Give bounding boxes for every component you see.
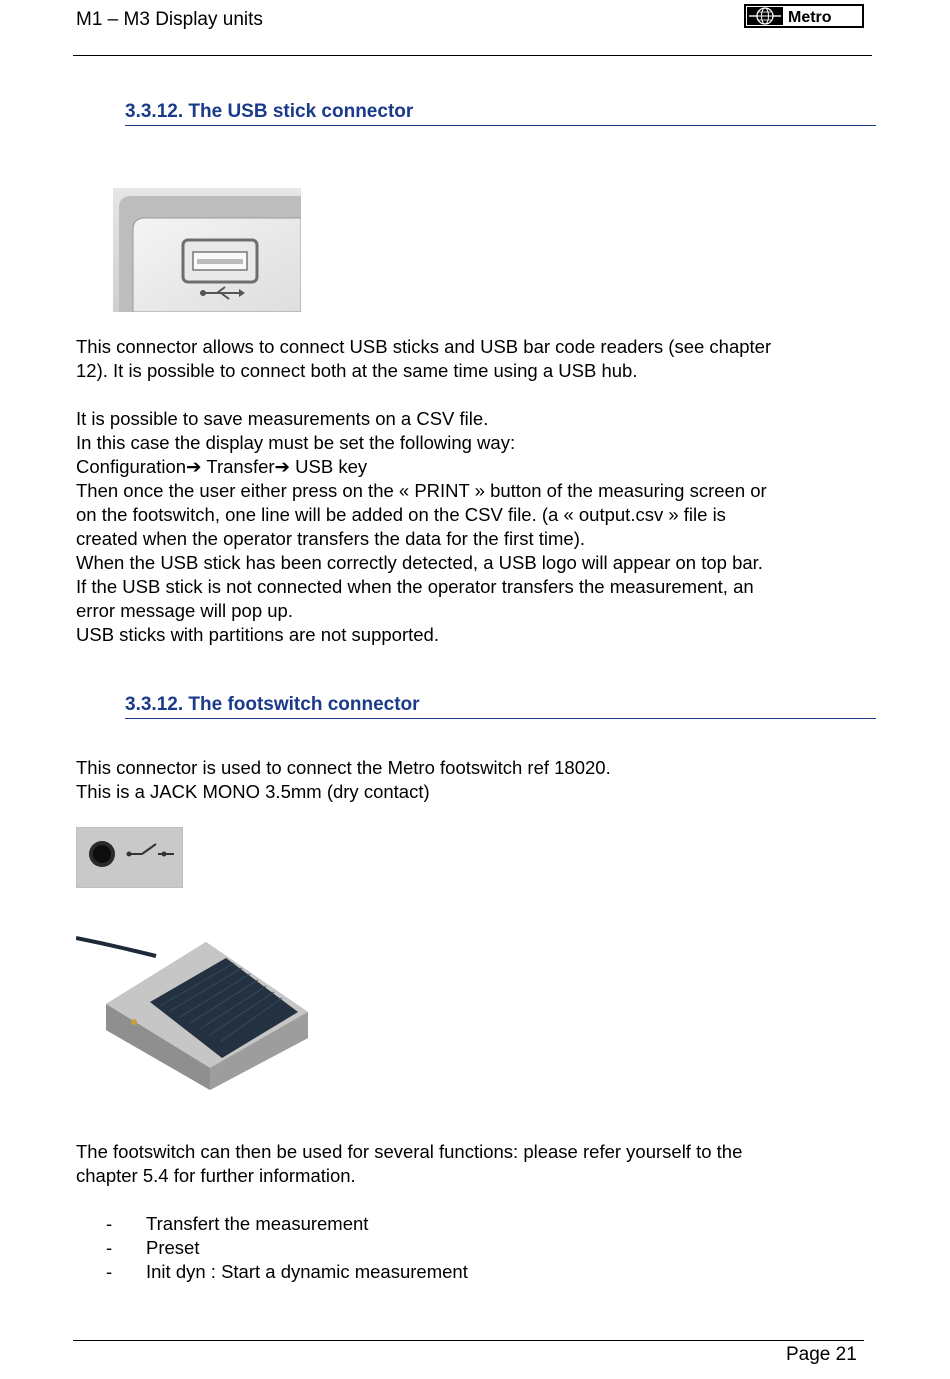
footswitch-functions-intro — [76, 1140, 876, 1188]
list-item-text: Preset — [146, 1237, 200, 1258]
text-line: Then once the user either press on the « PRINT » button of the measuring screen or — [76, 480, 767, 501]
text-line: chapter 5.4 for further information. — [76, 1165, 356, 1186]
usb-paragraph-1 — [76, 335, 876, 383]
text-line: This connector is used to connect the Metro footswitch ref 18020. — [76, 757, 611, 778]
list-item — [106, 1236, 468, 1260]
header-rule — [73, 55, 872, 56]
footer-rule — [73, 1340, 864, 1341]
text-line: This is a JACK MONO 3.5mm (dry contact) — [76, 781, 430, 802]
text-line: It is possible to save measurements on a CSV file. — [76, 408, 489, 429]
list-item — [106, 1260, 468, 1284]
bullet-dash: - — [106, 1213, 113, 1234]
text-line: In this case the display must be set the following way: — [76, 432, 516, 453]
text-line: When the USB stick has been correctly detected, a USB logo will appear on top bar. — [76, 552, 763, 573]
text-line: If the USB stick is not connected when the operator transfers the measurement, an — [76, 576, 754, 597]
text-line: error message will pop up. — [76, 600, 293, 621]
metro-logo-text: Metro — [788, 9, 832, 26]
section-heading-footswitch: 3.3.12. The footswitch connector — [125, 694, 876, 719]
document-header-title: M1 – M3 Display units — [76, 9, 263, 30]
bullet-dash: - — [106, 1261, 113, 1282]
text-line: on the footswitch, one line will be added on the CSV file. (a « output.csv » file is — [76, 504, 726, 525]
footswitch-function-list — [106, 1212, 468, 1284]
list-item — [106, 1212, 468, 1236]
bullet-dash: - — [106, 1237, 113, 1258]
footswitch-intro — [76, 756, 876, 804]
text-line: The footswitch can then be used for several functions: please refer yourself to the — [76, 1141, 743, 1162]
text-line: 12). It is possible to connect both at the same time using a USB hub. — [76, 360, 638, 381]
jack-connector-photo — [76, 827, 183, 888]
text-line: USB sticks with partitions are not supported. — [76, 624, 439, 645]
section-heading-usb: 3.3.12. The USB stick connector — [125, 101, 876, 126]
text-line: Configuration➔ Transfer➔ USB key — [76, 456, 368, 477]
list-item-text: Transfert the measurement — [146, 1213, 369, 1234]
text-line: This connector allows to connect USB sticks and USB bar code readers (see chapter — [76, 336, 772, 357]
text-line: created when the operator transfers the data for the first time). — [76, 528, 586, 549]
usb-paragraph-2 — [76, 407, 876, 647]
footswitch-photo — [76, 934, 312, 1094]
page-number: Page 21 — [786, 1344, 857, 1365]
usb-connector-photo — [113, 160, 301, 312]
metro-logo — [744, 4, 864, 28]
list-item-text: Init dyn : Start a dynamic measurement — [146, 1261, 468, 1282]
